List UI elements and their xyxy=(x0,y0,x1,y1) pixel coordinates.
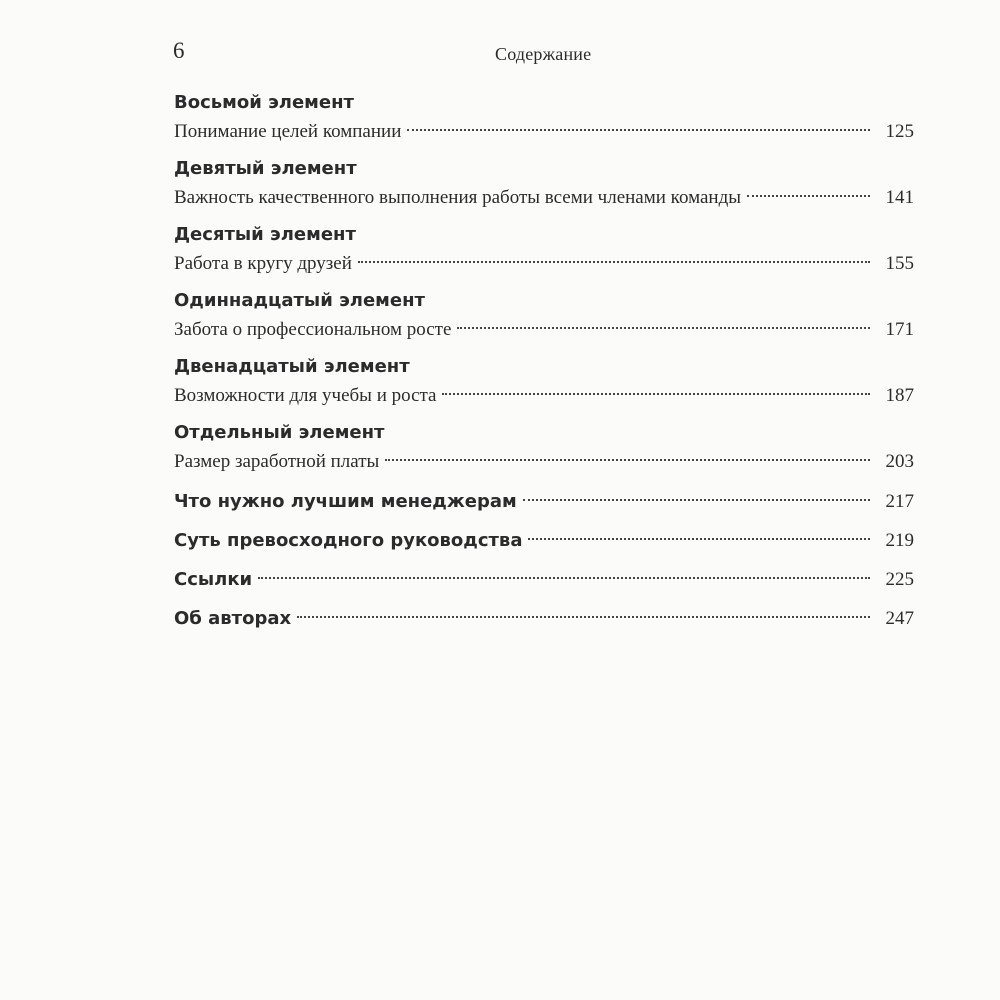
toc-heading: Десятый элемент xyxy=(174,224,356,245)
dot-leader xyxy=(528,538,870,540)
toc-entry xyxy=(174,90,914,148)
toc-heading: Двенадцатый элемент xyxy=(174,356,410,377)
toc-row xyxy=(174,380,914,412)
toc-section-title: Что нужно лучшим менеджерам xyxy=(174,491,517,512)
dot-leader xyxy=(385,459,870,461)
toc-page-number: 141 xyxy=(885,187,914,208)
dot-leader xyxy=(523,499,870,501)
toc-row xyxy=(174,314,914,346)
toc-page-number: 203 xyxy=(885,451,914,472)
toc-heading: Отдельный элемент xyxy=(174,422,385,443)
toc-page-number: 125 xyxy=(885,121,914,142)
toc-section xyxy=(174,564,914,596)
running-head: Содержание xyxy=(495,44,592,64)
dot-leader xyxy=(442,393,870,395)
toc-section-title: Ссылки xyxy=(174,569,253,590)
toc-page-number: 247 xyxy=(885,608,914,629)
table-of-contents xyxy=(174,90,914,642)
toc-row xyxy=(174,603,914,635)
dot-leader xyxy=(457,327,870,329)
toc-entry xyxy=(174,420,914,478)
toc-row xyxy=(174,182,914,214)
toc-page-number: 155 xyxy=(885,253,914,274)
page-number: 6 xyxy=(173,38,185,63)
toc-entry xyxy=(174,156,914,214)
toc-title: Важность качественного выполнения работы всеми членами команды xyxy=(174,187,742,208)
toc-title: Возможности для учебы и роста xyxy=(174,385,437,406)
toc-row xyxy=(174,486,914,518)
toc-title: Работа в кругу друзей xyxy=(174,253,352,274)
toc-section xyxy=(174,525,914,557)
toc-row xyxy=(174,116,914,148)
toc-heading: Восьмой элемент xyxy=(174,92,354,113)
dot-leader xyxy=(407,129,870,131)
dot-leader xyxy=(258,577,870,579)
dot-leader xyxy=(747,195,870,197)
toc-heading: Одиннадцатый элемент xyxy=(174,290,425,311)
toc-page-number: 225 xyxy=(885,569,914,590)
toc-title: Понимание целей компании xyxy=(174,121,402,142)
toc-page-number: 217 xyxy=(885,491,914,512)
toc-section-title: Об авторах xyxy=(174,608,292,629)
dot-leader xyxy=(297,616,870,618)
toc-entry xyxy=(174,222,914,280)
toc-row xyxy=(174,525,914,557)
dot-leader xyxy=(358,261,870,263)
toc-title: Размер заработной платы xyxy=(174,451,380,472)
toc-page-number: 187 xyxy=(885,385,914,406)
toc-entry xyxy=(174,354,914,412)
toc-row xyxy=(174,248,914,280)
toc-row xyxy=(174,446,914,478)
toc-heading: Девятый элемент xyxy=(174,158,357,179)
toc-title: Забота о профессиональном росте xyxy=(174,319,452,340)
toc-entry xyxy=(174,288,914,346)
toc-page-number: 219 xyxy=(885,530,914,551)
toc-section xyxy=(174,603,914,635)
toc-section xyxy=(174,486,914,518)
toc-section-title: Суть превосходного руководства xyxy=(174,530,523,551)
toc-page-number: 171 xyxy=(885,319,914,340)
toc-row xyxy=(174,564,914,596)
